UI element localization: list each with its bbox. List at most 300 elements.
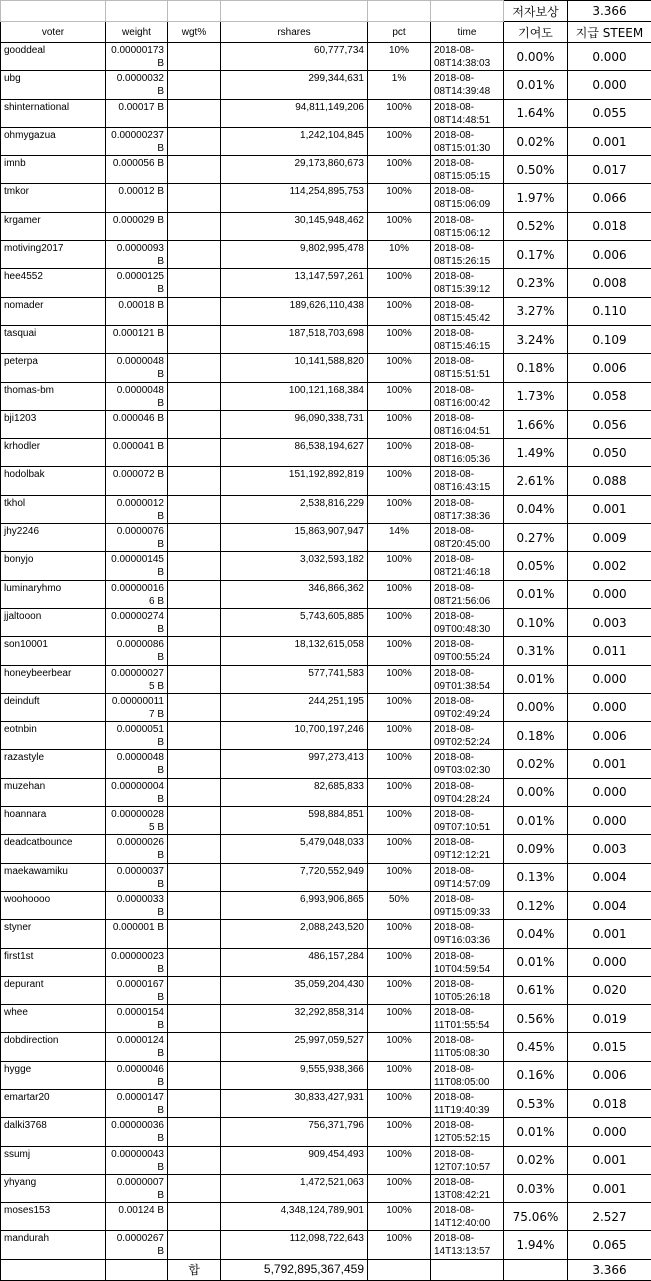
empty-cell xyxy=(168,1,221,22)
wgt-cell xyxy=(168,976,221,1004)
weight-cell: 0.00000173 B xyxy=(106,43,168,71)
pay-cell: 0.065 xyxy=(568,1231,651,1259)
voter-cell: yhyang xyxy=(1,1174,106,1202)
contribution-cell: 0.18% xyxy=(504,354,568,382)
table-row xyxy=(1,439,651,467)
contribution-cell: 0.01% xyxy=(504,1118,568,1146)
wgt-cell xyxy=(168,1231,221,1259)
time-cell: 2018-08-08T15:45:42 xyxy=(431,297,504,325)
time-cell: 2018-08-09T00:48:30 xyxy=(431,608,504,636)
time-cell: 2018-08-09T04:28:24 xyxy=(431,778,504,806)
pay-cell: 0.006 xyxy=(568,1061,651,1089)
table-row xyxy=(1,1231,651,1259)
wgt-cell xyxy=(168,297,221,325)
pct-cell: 100% xyxy=(368,608,431,636)
voter-cell: bonyjo xyxy=(1,552,106,580)
pct-cell: 100% xyxy=(368,552,431,580)
pay-cell: 0.001 xyxy=(568,127,651,155)
pct-cell: 100% xyxy=(368,1118,431,1146)
weight-cell: 0.00000036 B xyxy=(106,1118,168,1146)
time-cell: 2018-08-08T16:43:15 xyxy=(431,467,504,495)
contribution-cell: 1.97% xyxy=(504,184,568,212)
pay-cell: 2.527 xyxy=(568,1203,651,1231)
weight-cell: 0.0000167 B xyxy=(106,976,168,1004)
voter-cell: depurant xyxy=(1,976,106,1004)
table-row xyxy=(1,608,651,636)
rshares-cell: 5,479,048,033 xyxy=(221,835,368,863)
rshares-cell: 187,518,703,698 xyxy=(221,325,368,353)
time-cell: 2018-08-12T05:52:15 xyxy=(431,1118,504,1146)
time-cell: 2018-08-08T15:06:12 xyxy=(431,212,504,240)
time-cell: 2018-08-09T14:57:09 xyxy=(431,863,504,891)
table-row xyxy=(1,1061,651,1089)
voter-cell: whee xyxy=(1,1005,106,1033)
time-cell: 2018-08-09T15:09:33 xyxy=(431,891,504,919)
header-row xyxy=(1,22,651,43)
pay-cell: 0.088 xyxy=(568,467,651,495)
time-cell: 2018-08-08T15:01:30 xyxy=(431,127,504,155)
contribution-cell: 0.02% xyxy=(504,127,568,155)
weight-cell: 0.0000048 B xyxy=(106,354,168,382)
pay-cell: 0.000 xyxy=(568,665,651,693)
weight-cell: 0.0000048 B xyxy=(106,382,168,410)
weight-cell: 0.00000004 B xyxy=(106,778,168,806)
pay-cell: 0.001 xyxy=(568,920,651,948)
time-cell: 2018-08-09T12:12:21 xyxy=(431,835,504,863)
wgt-cell xyxy=(168,71,221,99)
time-cell: 2018-08-09T00:55:24 xyxy=(431,637,504,665)
pay-cell: 0.015 xyxy=(568,1033,651,1061)
voter-cell: hee4552 xyxy=(1,269,106,297)
contribution-cell: 0.00% xyxy=(504,43,568,71)
voter-cell: krhodler xyxy=(1,439,106,467)
pct-cell: 100% xyxy=(368,835,431,863)
wgt-cell xyxy=(168,156,221,184)
table-row xyxy=(1,580,651,608)
table-row xyxy=(1,665,651,693)
time-cell: 2018-08-08T20:45:00 xyxy=(431,524,504,552)
wgt-cell xyxy=(168,382,221,410)
weight-cell: 0.0000046 B xyxy=(106,1061,168,1089)
pay-cell: 0.066 xyxy=(568,184,651,212)
time-cell: 2018-08-09T16:03:36 xyxy=(431,920,504,948)
voter-cell: deadcatbounce xyxy=(1,835,106,863)
rshares-cell: 82,685,833 xyxy=(221,778,368,806)
voter-cell: honeybeerbear xyxy=(1,665,106,693)
rshares-cell: 299,344,631 xyxy=(221,71,368,99)
pct-cell: 100% xyxy=(368,693,431,721)
voter-cell: jhy2246 xyxy=(1,524,106,552)
sum-pay: 3.366 xyxy=(568,1259,651,1280)
pct-cell: 100% xyxy=(368,269,431,297)
table-row xyxy=(1,835,651,863)
contribution-cell: 75.06% xyxy=(504,1203,568,1231)
table-row xyxy=(1,1203,651,1231)
header-pay-steem: 지급 STEEM xyxy=(568,22,651,43)
rshares-cell: 32,292,858,314 xyxy=(221,1005,368,1033)
table-row xyxy=(1,410,651,438)
contribution-cell: 1.73% xyxy=(504,382,568,410)
contribution-cell: 3.27% xyxy=(504,297,568,325)
pay-cell: 0.000 xyxy=(568,807,651,835)
voter-cell: gooddeal xyxy=(1,43,106,71)
weight-cell: 0.00000145 B xyxy=(106,552,168,580)
time-cell: 2018-08-11T01:55:54 xyxy=(431,1005,504,1033)
contribution-cell: 0.56% xyxy=(504,1005,568,1033)
weight-cell: 0.0000032 B xyxy=(106,71,168,99)
pct-cell: 100% xyxy=(368,156,431,184)
time-cell: 2018-08-11T05:08:30 xyxy=(431,1033,504,1061)
empty-cell xyxy=(431,1,504,22)
pay-cell: 0.019 xyxy=(568,1005,651,1033)
pct-cell: 100% xyxy=(368,297,431,325)
time-cell: 2018-08-09T02:49:24 xyxy=(431,693,504,721)
table-row xyxy=(1,71,651,99)
pay-cell: 0.050 xyxy=(568,439,651,467)
empty-cell xyxy=(504,1259,568,1280)
contribution-cell: 0.45% xyxy=(504,1033,568,1061)
pct-cell: 10% xyxy=(368,43,431,71)
sum-row xyxy=(1,1259,651,1280)
weight-cell: 0.00000274 B xyxy=(106,608,168,636)
pct-cell: 100% xyxy=(368,382,431,410)
contribution-cell: 2.61% xyxy=(504,467,568,495)
pct-cell: 100% xyxy=(368,410,431,438)
wgt-cell xyxy=(168,467,221,495)
table-row xyxy=(1,1174,651,1202)
table-row xyxy=(1,976,651,1004)
weight-cell: 0.00000016 6 B xyxy=(106,580,168,608)
time-cell: 2018-08-08T15:39:12 xyxy=(431,269,504,297)
rshares-cell: 9,555,938,366 xyxy=(221,1061,368,1089)
weight-cell: 0.00018 B xyxy=(106,297,168,325)
time-cell: 2018-08-09T03:02:30 xyxy=(431,750,504,778)
contribution-cell: 1.49% xyxy=(504,439,568,467)
weight-cell: 0.0000124 B xyxy=(106,1033,168,1061)
pay-cell: 0.000 xyxy=(568,1118,651,1146)
empty-cell xyxy=(106,1259,168,1280)
wgt-cell xyxy=(168,1174,221,1202)
weight-cell: 0.0000033 B xyxy=(106,891,168,919)
pay-cell: 0.001 xyxy=(568,750,651,778)
weight-cell: 0.0000026 B xyxy=(106,835,168,863)
wgt-cell xyxy=(168,1118,221,1146)
pct-cell: 100% xyxy=(368,1231,431,1259)
pay-cell: 0.008 xyxy=(568,269,651,297)
contribution-cell: 0.01% xyxy=(504,580,568,608)
pay-cell: 0.017 xyxy=(568,156,651,184)
weight-cell: 0.0000086 B xyxy=(106,637,168,665)
pct-cell: 14% xyxy=(368,524,431,552)
pct-cell: 1% xyxy=(368,71,431,99)
pct-cell: 100% xyxy=(368,976,431,1004)
rshares-cell: 909,454,493 xyxy=(221,1146,368,1174)
voter-cell: jjaltooon xyxy=(1,608,106,636)
wgt-cell xyxy=(168,693,221,721)
time-cell: 2018-08-09T07:10:51 xyxy=(431,807,504,835)
pay-cell: 0.002 xyxy=(568,552,651,580)
weight-cell: 0.000121 B xyxy=(106,325,168,353)
rshares-cell: 3,032,593,182 xyxy=(221,552,368,580)
rshares-cell: 30,833,427,931 xyxy=(221,1089,368,1117)
weight-cell: 0.00124 B xyxy=(106,1203,168,1231)
header-voter: voter xyxy=(1,22,106,43)
wgt-cell xyxy=(168,1005,221,1033)
weight-cell: 0.000041 B xyxy=(106,439,168,467)
table-row xyxy=(1,891,651,919)
table-row xyxy=(1,750,651,778)
contribution-cell: 1.94% xyxy=(504,1231,568,1259)
sum-label: 합 xyxy=(168,1259,221,1280)
rshares-cell: 13,147,597,261 xyxy=(221,269,368,297)
time-cell: 2018-08-08T15:05:15 xyxy=(431,156,504,184)
voter-cell: motiving2017 xyxy=(1,241,106,269)
weight-cell: 0.0000076 B xyxy=(106,524,168,552)
pct-cell: 10% xyxy=(368,241,431,269)
header-pct: pct xyxy=(368,22,431,43)
voter-cell: hodolbak xyxy=(1,467,106,495)
time-cell: 2018-08-10T04:59:54 xyxy=(431,948,504,976)
contribution-cell: 0.12% xyxy=(504,891,568,919)
wgt-cell xyxy=(168,948,221,976)
contribution-cell: 0.03% xyxy=(504,1174,568,1202)
time-cell: 2018-08-08T15:06:09 xyxy=(431,184,504,212)
contribution-cell: 0.09% xyxy=(504,835,568,863)
rshares-cell: 346,866,362 xyxy=(221,580,368,608)
time-cell: 2018-08-11T08:05:00 xyxy=(431,1061,504,1089)
table-row xyxy=(1,43,651,71)
author-reward-label: 저자보상 xyxy=(504,1,568,22)
wgt-cell xyxy=(168,212,221,240)
rshares-cell: 598,884,851 xyxy=(221,807,368,835)
rshares-cell: 151,192,892,819 xyxy=(221,467,368,495)
weight-cell: 0.00000011 7 B xyxy=(106,693,168,721)
wgt-cell xyxy=(168,835,221,863)
voter-cell: mandurah xyxy=(1,1231,106,1259)
voter-cell: tmkor xyxy=(1,184,106,212)
table-row xyxy=(1,184,651,212)
pay-cell: 0.004 xyxy=(568,891,651,919)
weight-cell: 0.0000093 B xyxy=(106,241,168,269)
pct-cell: 50% xyxy=(368,891,431,919)
voter-cell: ohmygazua xyxy=(1,127,106,155)
rshares-cell: 100,121,168,384 xyxy=(221,382,368,410)
voter-cell: nomader xyxy=(1,297,106,325)
table-row xyxy=(1,325,651,353)
empty-cell xyxy=(431,1259,504,1280)
pct-cell: 100% xyxy=(368,1061,431,1089)
pay-cell: 0.006 xyxy=(568,722,651,750)
rshares-cell: 756,371,796 xyxy=(221,1118,368,1146)
time-cell: 2018-08-08T21:56:06 xyxy=(431,580,504,608)
weight-cell: 0.0000147 B xyxy=(106,1089,168,1117)
wgt-cell xyxy=(168,184,221,212)
contribution-cell: 1.64% xyxy=(504,99,568,127)
contribution-cell: 0.10% xyxy=(504,608,568,636)
header-wgt: wgt% xyxy=(168,22,221,43)
wgt-cell xyxy=(168,325,221,353)
voter-cell: styner xyxy=(1,920,106,948)
pct-cell: 100% xyxy=(368,722,431,750)
voter-cell: dalki3768 xyxy=(1,1118,106,1146)
rshares-cell: 30,145,948,462 xyxy=(221,212,368,240)
pay-cell: 0.058 xyxy=(568,382,651,410)
rshares-cell: 18,132,615,058 xyxy=(221,637,368,665)
table-row xyxy=(1,212,651,240)
pct-cell: 100% xyxy=(368,184,431,212)
header-weight: weight xyxy=(106,22,168,43)
pct-cell: 100% xyxy=(368,1033,431,1061)
time-cell: 2018-08-10T05:26:18 xyxy=(431,976,504,1004)
wgt-cell xyxy=(168,1089,221,1117)
wgt-cell xyxy=(168,608,221,636)
wgt-cell xyxy=(168,920,221,948)
pct-cell: 100% xyxy=(368,354,431,382)
contribution-cell: 0.17% xyxy=(504,241,568,269)
pay-cell: 0.055 xyxy=(568,99,651,127)
weight-cell: 0.00000027 5 B xyxy=(106,665,168,693)
weight-cell: 0.00012 B xyxy=(106,184,168,212)
wgt-cell xyxy=(168,552,221,580)
table-row xyxy=(1,1033,651,1061)
voter-cell: krgamer xyxy=(1,212,106,240)
pct-cell: 100% xyxy=(368,948,431,976)
contribution-cell: 0.05% xyxy=(504,552,568,580)
empty-cell xyxy=(221,1,368,22)
voter-cell: woohoooo xyxy=(1,891,106,919)
empty-cell xyxy=(1,1259,106,1280)
pay-cell: 0.004 xyxy=(568,863,651,891)
wgt-cell xyxy=(168,1203,221,1231)
pct-cell: 100% xyxy=(368,637,431,665)
contribution-cell: 0.04% xyxy=(504,495,568,523)
voter-cell: maekawamiku xyxy=(1,863,106,891)
pay-cell: 0.000 xyxy=(568,693,651,721)
pay-cell: 0.006 xyxy=(568,354,651,382)
table-row xyxy=(1,1089,651,1117)
wgt-cell xyxy=(168,778,221,806)
table-row xyxy=(1,382,651,410)
empty-cell xyxy=(1,1,106,22)
wgt-cell xyxy=(168,637,221,665)
time-cell: 2018-08-08T16:05:36 xyxy=(431,439,504,467)
pay-cell: 0.056 xyxy=(568,410,651,438)
weight-cell: 0.000046 B xyxy=(106,410,168,438)
table-row xyxy=(1,495,651,523)
time-cell: 2018-08-09T01:38:54 xyxy=(431,665,504,693)
pct-cell: 100% xyxy=(368,863,431,891)
contribution-cell: 0.18% xyxy=(504,722,568,750)
pct-cell: 100% xyxy=(368,99,431,127)
rshares-cell: 1,242,104,845 xyxy=(221,127,368,155)
weight-cell: 0.0000012 B xyxy=(106,495,168,523)
voter-cell: eotnbin xyxy=(1,722,106,750)
time-cell: 2018-08-08T15:51:51 xyxy=(431,354,504,382)
wgt-cell xyxy=(168,1146,221,1174)
voter-cell: shinternational xyxy=(1,99,106,127)
rshares-cell: 2,088,243,520 xyxy=(221,920,368,948)
pay-cell: 0.000 xyxy=(568,580,651,608)
contribution-cell: 0.23% xyxy=(504,269,568,297)
pay-cell: 0.000 xyxy=(568,778,651,806)
contribution-cell: 1.66% xyxy=(504,410,568,438)
pct-cell: 100% xyxy=(368,580,431,608)
contribution-cell: 0.16% xyxy=(504,1061,568,1089)
pay-cell: 0.003 xyxy=(568,835,651,863)
wgt-cell xyxy=(168,269,221,297)
voter-cell: luminaryhmo xyxy=(1,580,106,608)
table-row xyxy=(1,354,651,382)
table-row xyxy=(1,552,651,580)
voter-cell: deinduft xyxy=(1,693,106,721)
wgt-cell xyxy=(168,127,221,155)
wgt-cell xyxy=(168,807,221,835)
header-contribution: 기여도 xyxy=(504,22,568,43)
contribution-cell: 0.50% xyxy=(504,156,568,184)
contribution-cell: 0.02% xyxy=(504,750,568,778)
table-row xyxy=(1,241,651,269)
table-row xyxy=(1,863,651,891)
empty-cell xyxy=(368,1259,431,1280)
rshares-cell: 112,098,722,643 xyxy=(221,1231,368,1259)
voter-cell: first1st xyxy=(1,948,106,976)
time-cell: 2018-08-13T08:42:21 xyxy=(431,1174,504,1202)
voter-cell: son10001 xyxy=(1,637,106,665)
empty-cell xyxy=(368,1,431,22)
wgt-cell xyxy=(168,1033,221,1061)
weight-cell: 0.0000125 B xyxy=(106,269,168,297)
time-cell: 2018-08-14T13:13:57 xyxy=(431,1231,504,1259)
table-row xyxy=(1,156,651,184)
pct-cell: 100% xyxy=(368,1005,431,1033)
weight-cell: 0.00000237 B xyxy=(106,127,168,155)
rshares-cell: 15,863,907,947 xyxy=(221,524,368,552)
table-row xyxy=(1,1146,651,1174)
table-row xyxy=(1,269,651,297)
time-cell: 2018-08-08T16:00:42 xyxy=(431,382,504,410)
voter-cell: razastyle xyxy=(1,750,106,778)
time-cell: 2018-08-08T14:48:51 xyxy=(431,99,504,127)
weight-cell: 0.00000023 B xyxy=(106,948,168,976)
contribution-cell: 0.27% xyxy=(504,524,568,552)
voter-cell: hygge xyxy=(1,1061,106,1089)
rshares-cell: 5,743,605,885 xyxy=(221,608,368,636)
wgt-cell xyxy=(168,580,221,608)
time-cell: 2018-08-08T14:38:03 xyxy=(431,43,504,71)
voter-cell: dobdirection xyxy=(1,1033,106,1061)
wgt-cell xyxy=(168,1061,221,1089)
pay-cell: 0.000 xyxy=(568,71,651,99)
rshares-cell: 25,997,059,527 xyxy=(221,1033,368,1061)
contribution-cell: 3.24% xyxy=(504,325,568,353)
table-row xyxy=(1,99,651,127)
table-row xyxy=(1,1005,651,1033)
rshares-cell: 29,173,860,673 xyxy=(221,156,368,184)
pct-cell: 100% xyxy=(368,212,431,240)
table-row xyxy=(1,778,651,806)
table-row xyxy=(1,693,651,721)
weight-cell: 0.0000007 B xyxy=(106,1174,168,1202)
table-row xyxy=(1,920,651,948)
weight-cell: 0.00017 B xyxy=(106,99,168,127)
pct-cell: 100% xyxy=(368,467,431,495)
time-cell: 2018-08-08T14:39:48 xyxy=(431,71,504,99)
wgt-cell xyxy=(168,241,221,269)
header-time: time xyxy=(431,22,504,43)
voter-cell: hoannara xyxy=(1,807,106,835)
rshares-cell: 189,626,110,438 xyxy=(221,297,368,325)
voter-cell: moses153 xyxy=(1,1203,106,1231)
